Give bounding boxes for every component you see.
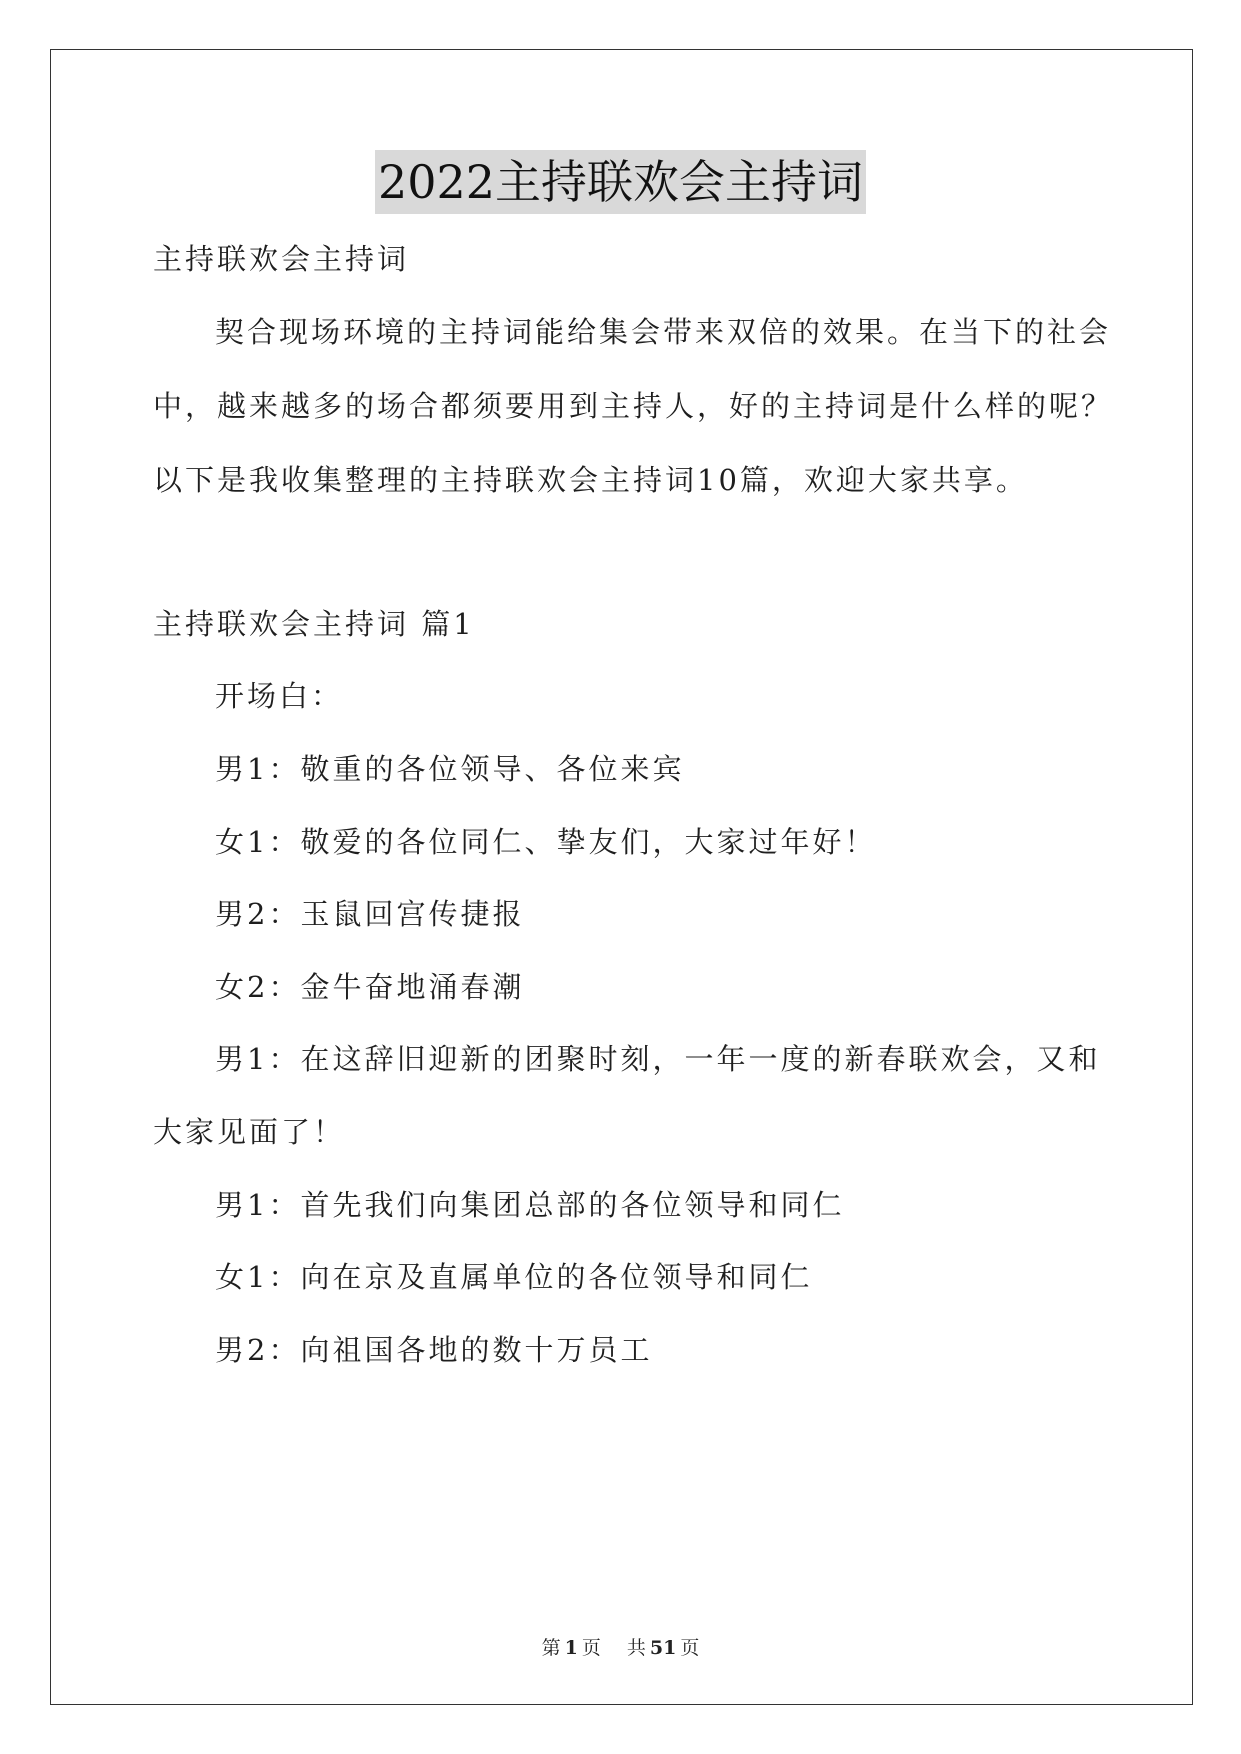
- body-line-3: 女1：敬爱的各位同仁、挚友们，大家过年好！: [215, 825, 877, 859]
- intro-line-1: 契合现场环境的主持词能给集会带来双倍的效果。在当下的社会: [215, 315, 1112, 349]
- document-subtitle: 主持联欢会主持词: [153, 242, 410, 276]
- body-line-4: 男2：玉鼠回宫传捷报: [215, 897, 525, 931]
- footer-total-pages: 51: [649, 1637, 677, 1659]
- footer-total-suffix: 页: [680, 1637, 700, 1659]
- footer-page-prefix: 第: [541, 1637, 561, 1659]
- section-heading: 主持联欢会主持词 篇1: [153, 607, 475, 641]
- document-title: 2022主持联欢会主持词: [375, 150, 866, 214]
- title-container: [0, 150, 1241, 214]
- page-footer: [0, 1635, 1241, 1661]
- body-line-1: 开场白：: [215, 679, 344, 713]
- body-line-10: 男2：向祖国各地的数十万员工: [215, 1333, 653, 1367]
- body-line-2: 男1：敬重的各位领导、各位来宾: [215, 752, 685, 786]
- footer-page-suffix: 页: [581, 1637, 601, 1659]
- body-line-7: 大家见面了！: [153, 1115, 346, 1149]
- intro-line-3: 以下是我收集整理的主持联欢会主持词10篇，欢迎大家共享。: [153, 463, 1028, 497]
- intro-line-2: 中，越来越多的场合都须要用到主持人，好的主持词是什么样的呢？: [153, 389, 1114, 423]
- body-line-6: 男1：在这辞旧迎新的团聚时刻，一年一度的新春联欢会，又和: [215, 1042, 1101, 1076]
- body-line-9: 女1：向在京及直属单位的各位领导和同仁: [215, 1260, 813, 1294]
- footer-total-prefix: 共: [626, 1637, 646, 1659]
- page-border: [50, 49, 1193, 1705]
- body-line-8: 男1：首先我们向集团总部的各位领导和同仁: [215, 1188, 845, 1222]
- body-line-5: 女2：金牛奋地涌春潮: [215, 970, 525, 1004]
- footer-page-number: 1: [564, 1637, 578, 1659]
